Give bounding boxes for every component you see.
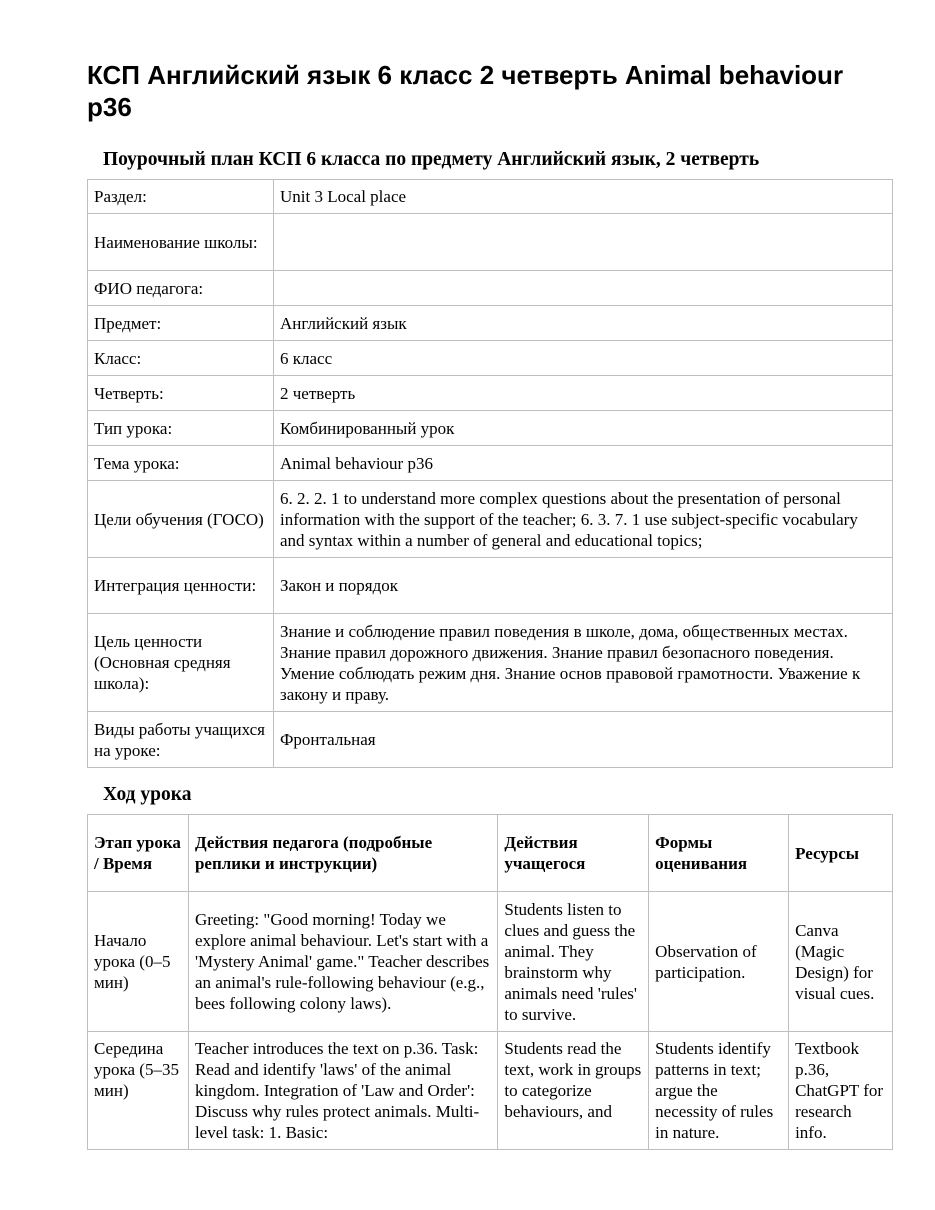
info-row	[88, 376, 893, 411]
info-row	[88, 306, 893, 341]
info-label: Виды работы учащихся на уроке:	[88, 712, 274, 768]
table-cell: Textbook p.36, ChatGPT for research info.	[789, 1032, 893, 1150]
info-value: Комбинированный урок	[274, 411, 893, 446]
info-value: Animal behaviour p36	[274, 446, 893, 481]
info-row	[88, 214, 893, 271]
column-header: Действия педагога (подробные реплики и инструкции)	[188, 815, 497, 892]
info-value: Знание и соблюдение правил поведения в школе, дома, общественных местах. Знание правил дорожного движения. Знание правил безопасного поведения. Умение соблюдать режим дня. Знание основ правовой грамотности. Уважение к закону и праву.	[274, 614, 893, 712]
lesson-progress-heading: Ход урока	[103, 784, 192, 805]
info-label: ФИО педагога:	[88, 271, 274, 306]
table-row	[88, 892, 893, 1032]
info-row	[88, 481, 893, 558]
column-header: Этап урока / Время	[88, 815, 189, 892]
info-row	[88, 614, 893, 712]
info-row	[88, 712, 893, 768]
info-value: 6. 2. 2. 1 to understand more complex questions about the presentation of personal information with the support of the teacher; 6. 3. 7. 1 use subject-specific vocabulary and syntax within a number of general and educational topics;	[274, 481, 893, 558]
info-label: Раздел:	[88, 180, 274, 214]
info-value: Закон и порядок	[274, 558, 893, 614]
plan-heading: Поурочный план КСП 6 класса по предмету Английский язык, 2 четверть	[103, 149, 760, 170]
info-value: 6 класс	[274, 341, 893, 376]
info-value	[274, 271, 893, 306]
table-cell: Students listen to clues and guess the animal. They brainstorm why animals need 'rules' to survive.	[498, 892, 649, 1032]
info-row	[88, 271, 893, 306]
info-label: Интеграция ценности:	[88, 558, 274, 614]
table-cell: Canva (Magic Design) for visual cues.	[789, 892, 893, 1032]
column-header: Действия учащегося	[498, 815, 649, 892]
table-cell: Greeting: "Good morning! Today we explore animal behaviour. Let's start with a 'Mystery Animal' game." Teacher describes an animal's rule-following behaviour (e.g., bees following colony laws).	[188, 892, 497, 1032]
info-value: Английский язык	[274, 306, 893, 341]
column-header: Формы оценивания	[649, 815, 789, 892]
info-row	[88, 411, 893, 446]
info-label: Цель ценности (Основная средняя школа):	[88, 614, 274, 712]
info-value: 2 четверть	[274, 376, 893, 411]
info-label: Предмет:	[88, 306, 274, 341]
document-title: КСП Английский язык 6 класс 2 четверть Animal behaviour p36	[87, 60, 844, 122]
table-cell: Students identify patterns in text; argue the necessity of rules in nature.	[649, 1032, 789, 1150]
table-cell: Observation of participation.	[649, 892, 789, 1032]
lesson-progress-table	[87, 814, 893, 1150]
info-label: Тема урока:	[88, 446, 274, 481]
info-value: Unit 3 Local place	[274, 180, 893, 214]
info-label: Наименование школы:	[88, 214, 274, 271]
info-label: Четверть:	[88, 376, 274, 411]
table-header-row	[88, 815, 893, 892]
info-value: Фронтальная	[274, 712, 893, 768]
info-label: Цели обучения (ГОСО)	[88, 481, 274, 558]
info-row	[88, 341, 893, 376]
info-value	[274, 214, 893, 271]
lesson-info-table	[87, 179, 893, 768]
info-row	[88, 558, 893, 614]
info-label: Тип урока:	[88, 411, 274, 446]
table-cell: Середина урока (5–35 мин)	[88, 1032, 189, 1150]
table-cell: Students read the text, work in groups to categorize behaviours, and	[498, 1032, 649, 1150]
table-cell: Teacher introduces the text on p.36. Task: Read and identify 'laws' of the animal kingdom. Integration of 'Law and Order': Discuss why rules protect animals. Multi-level task: 1. Basic:	[188, 1032, 497, 1150]
table-row	[88, 1032, 893, 1150]
info-row	[88, 446, 893, 481]
table-cell: Начало урока (0–5 мин)	[88, 892, 189, 1032]
info-label: Класс:	[88, 341, 274, 376]
info-row	[88, 180, 893, 214]
column-header: Ресурсы	[789, 815, 893, 892]
